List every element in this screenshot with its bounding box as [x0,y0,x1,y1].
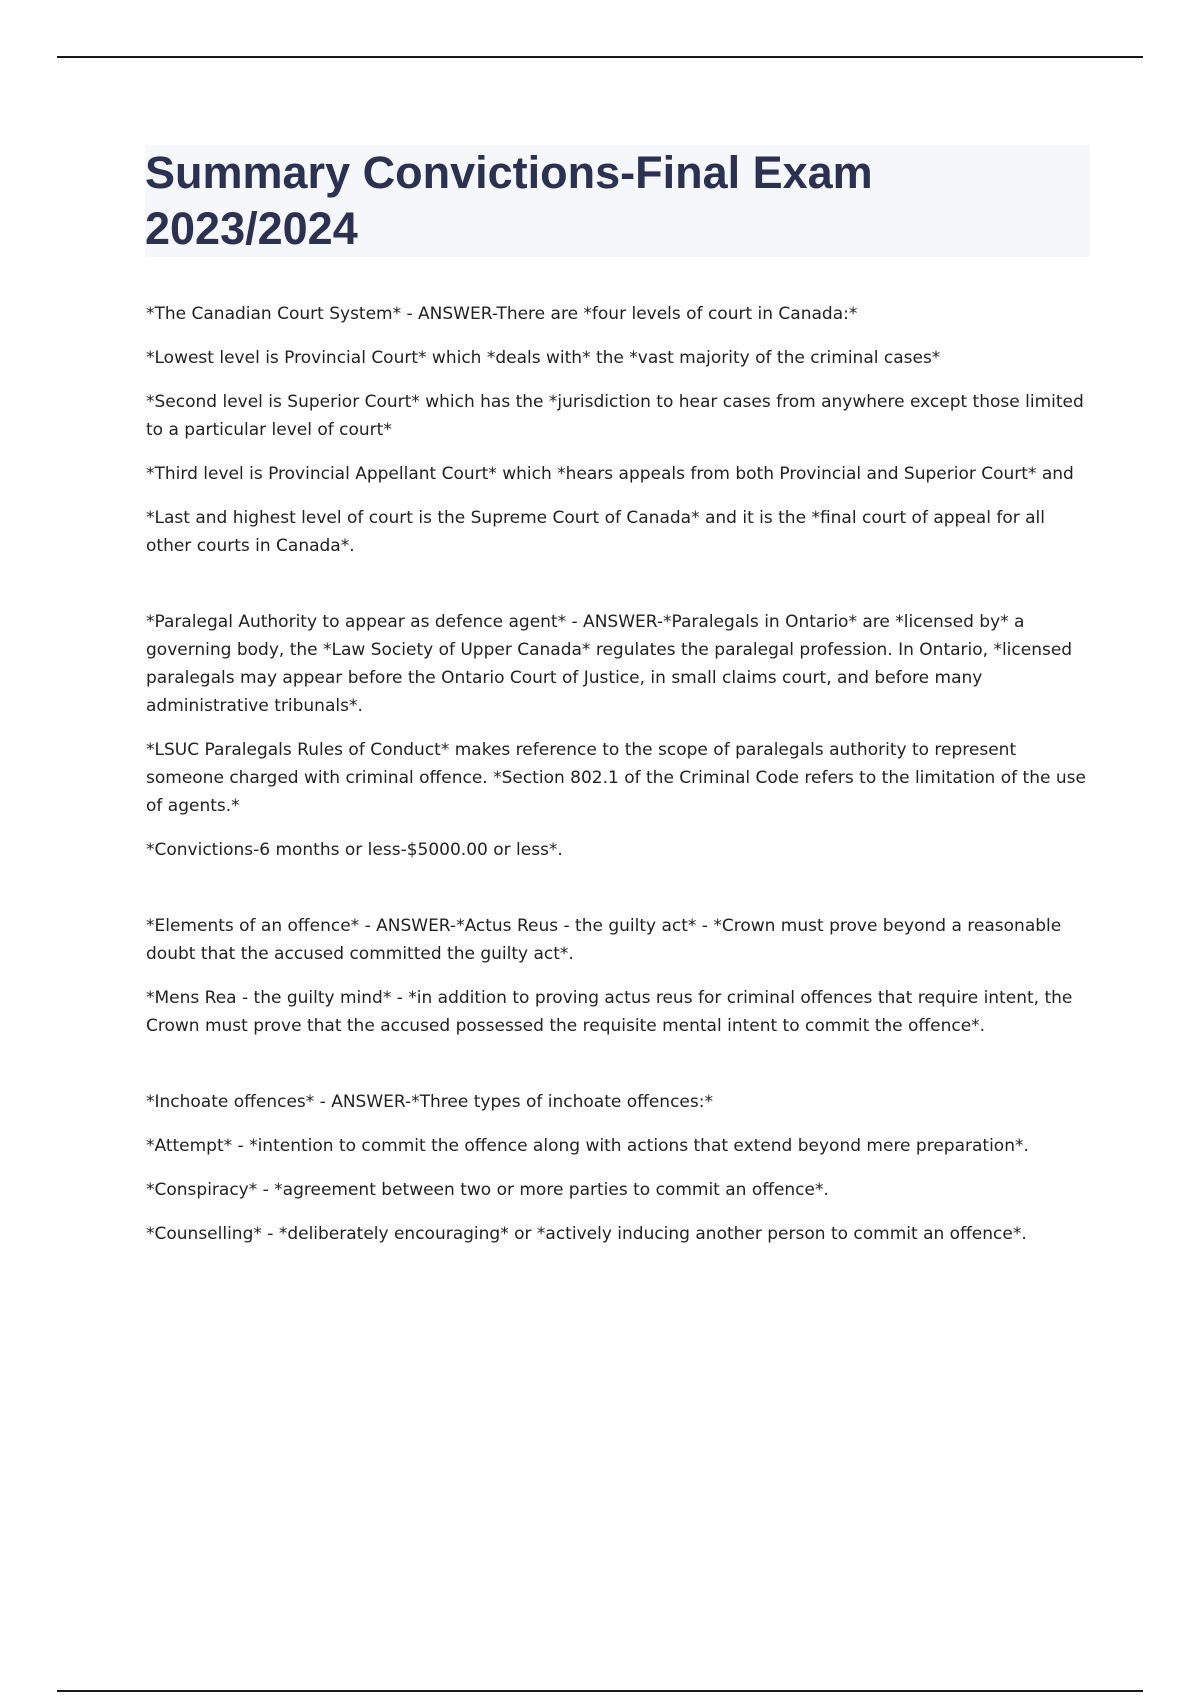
section-court-system [146,300,1094,560]
title-banner [145,145,1090,257]
paragraph: *Inchoate offences* - ANSWER-*Three types of inchoate offences:* [146,1092,713,1112]
footer-rule [57,1690,1143,1692]
paragraph: *Third level is Provincial Appellant Court* which *hears appeals from both Provincial and Superior Court* and [146,464,1074,484]
section-inchoate-offences [146,1088,1094,1248]
page-title: Summary Convictions-Final Exam 2023/2024 [145,147,873,254]
paragraph: *The Canadian Court System* - ANSWER-There are *four levels of court in Canada:* [146,304,858,324]
section-paralegal-authority [146,608,1094,864]
paragraph: *Mens Rea - the guilty mind* - *in addition to proving actus reus for criminal offences that require intent, the Crown must prove that the accused possessed the requisite mental intent to commit the offence*. [146,988,1073,1036]
section-elements-of-offence [146,912,1094,1040]
paragraph: *Second level is Superior Court* which has the *jurisdiction to hear cases from anywhere except those limited to a particular level of court* [146,392,1084,440]
paragraph: *Last and highest level of court is the Supreme Court of Canada* and it is the *final court of appeal for all other courts in Canada*. [146,508,1045,556]
header-rule [57,56,1143,58]
document-body [146,300,1094,1248]
paragraph: *Elements of an offence* - ANSWER-*Actus Reus - the guilty act* - *Crown must prove beyond a reasonable doubt that the accused committed the guilty act*. [146,916,1062,964]
paragraph: *Counselling* - *deliberately encouraging* or *actively inducing another person to commit an offence*. [146,1224,1027,1244]
paragraph: *Conspiracy* - *agreement between two or more parties to commit an offence*. [146,1180,829,1200]
paragraph: *Paralegal Authority to appear as defence agent* - ANSWER-*Paralegals in Ontario* are *licensed by* a governing body, the *Law Society of Upper Canada* regulates the paralegal profession. In Ontario, *licensed paralegals may appear before the Ontario Court of Justice, in small claims court, and before many administrative tribunals*. [146,612,1073,716]
paragraph: *Lowest level is Provincial Court* which *deals with* the *vast majority of the criminal cases* [146,348,941,368]
paragraph: *LSUC Paralegals Rules of Conduct* makes reference to the scope of paralegals authority to represent someone charged with criminal offence. *Section 802.1 of the Criminal Code refers to the limitation of the use of agents.* [146,740,1086,816]
paragraph: *Convictions-6 months or less-$5000.00 or less*. [146,840,563,860]
paragraph: *Attempt* - *intention to commit the offence along with actions that extend beyond mere preparation*. [146,1136,1029,1156]
